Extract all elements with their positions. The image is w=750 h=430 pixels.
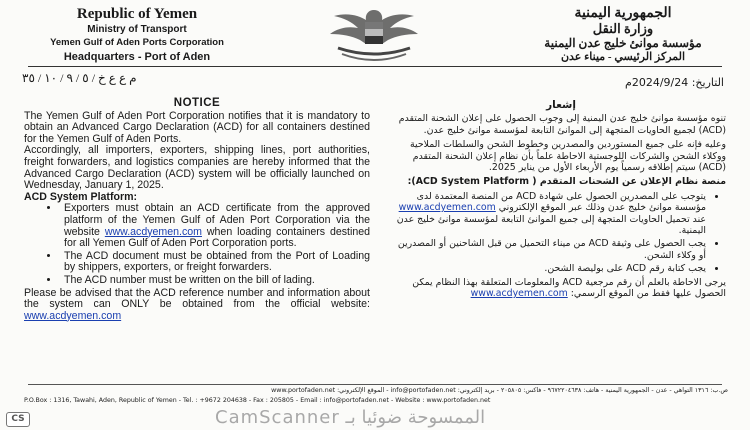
notice-ar-paragraph-1: تنوه مؤسسة موانئ خليج عدن اليمنية إلى وجوب الحصول على إعلان الشحنة المتقدم (ACD) لجميع الحاويات المتجهة إلى الموانئ التابعة لمؤسسة موانئ خليج عدن.: [398, 113, 726, 136]
footer-english: P.O.Box : 1316, Tawahi, Aden, Republic of Yemen - Tel. : +9672 204638 - Fax : 205805 - Email : info@portofaden.net - Website : www.portofaden.net: [24, 397, 491, 404]
notice-ar-title: إشعار: [546, 99, 576, 111]
notice-paragraph-2: Accordingly, all importers, exporters, shipping lines, port authorities, freight forwarders, and logistics companies are hereby informed that the Advanced Cargo Declaration (ACD) system will be officially launched on Wednesday, January 1, 2025.: [24, 144, 370, 192]
bullet-ar-1-text: يتوجب على المصدرين الحصول على شهادة ACD من المنصة المعتمدة لدى مؤسسة موانئ خليج عدن وذلك عبر الموقع الإلكتروني: [416, 190, 706, 214]
header-corporation: Yemen Gulf of Aden Ports Corporation: [50, 37, 224, 48]
header-english: [22, 6, 252, 65]
camscanner-logo-icon: CS: [6, 412, 30, 427]
footer-divider: [28, 384, 722, 385]
list-item: • The ACD number must be written on the bill of lading.: [60, 275, 370, 287]
header-divider: [28, 66, 722, 67]
header-ar-office: المركز الرئيسي - ميناء عدن: [560, 51, 686, 63]
footer-arabic: ص.ب: ١٣١٦ التواهي - عدن - الجمهورية اليمنية - هاتف: ٩٦٧٢٢٠٤٦٣٨ - فاكس: ٢٠٥٨٠٥ - بريد إلكتروني: info@portofaden.net - الموقع الإلكتروني: www.portofaden.net: [271, 387, 728, 394]
header-ministry: Ministry of Transport: [87, 24, 187, 35]
header-ar-corporation: مؤسسة موانئ خليج عدن اليمنية: [544, 36, 702, 50]
list-item: • يجب كتابة رقم ACD على بوليصة الشحن.: [396, 263, 706, 274]
yemen-eagle-emblem-icon: [318, 4, 430, 68]
notice-ar-bullet-list: [396, 191, 726, 275]
header-ar-ministry: وزارة النقل: [592, 21, 654, 36]
list-item: [396, 191, 706, 237]
document-date: التاريخ: 2024/9/24م: [625, 76, 724, 89]
bullet-1-text: Exporters must obtain an ACD certificate from the approved platform of the Yemen Gulf of Aden Port Corporation via the website: [64, 202, 370, 238]
notice-ar-subheading: منصة نظام الإعلان عن الشحنات المتقدم ( ACD System Platform):: [407, 176, 726, 188]
notice-ar-paragraph-2: وعليه فإنه على جميع المستوردين والمصدرين وخطوط الشحن والسلطات الملاحية ووكلاء الشحن والشركات اللوجستية الاحاطة علماً بأن نظام إعلان الشحنة المتقدم (ACD) سيتم إطلاقه رسمياً يوم الأربعاء الأول من يناير 2025.: [409, 139, 726, 174]
header-arabic: [518, 6, 728, 64]
closing-text: Please be advised that the ACD reference number and information about the system can ONLY be obtained from the official website:: [24, 286, 370, 311]
notice-subheading: ACD System Platform:: [24, 190, 138, 203]
camscanner-watermark: الممسوحة ضوئيا بـ CamScanner: [215, 407, 486, 428]
header-country: Republic of Yemen: [76, 6, 198, 22]
notice-ar-closing: [396, 277, 726, 300]
notice-bullet-list: [24, 203, 370, 286]
notice-english: [24, 98, 370, 322]
bullet-ar-1-text-end: عند تحميل الحاويات المتجهة إلى جميع الموانئ التابعة لمؤسسة موانئ خليج عدن اليمنية.: [396, 213, 706, 237]
header-office: Headquarters - Port of Aden: [63, 51, 211, 63]
bullet-1-text-end: when loading containers destined for all Yemen Gulf of Aden Port Corporation ports.: [64, 225, 370, 250]
notice-arabic: [396, 100, 726, 303]
acd-ar-official-link[interactable]: www.acdyemen.com: [470, 288, 568, 300]
acd-official-link[interactable]: www.acdyemen.com: [24, 309, 122, 322]
notice-paragraph-1: The Yemen Gulf of Aden Port Corporation notifies that it is mandatory to obtain an Advanced Cargo Declaration (ACD) for all containers destined for the Yemen Gulf of Aden Ports.: [24, 109, 370, 145]
list-item: [60, 203, 370, 249]
reference-number: م ع ع خ / ٥ / ٩ / ١٠ / ٣٥: [22, 71, 137, 85]
notice-closing: [24, 288, 370, 323]
acd-ar-website-link[interactable]: www.acdyemen.com: [398, 202, 496, 214]
notice-title: NOTICE: [173, 97, 221, 109]
list-item: • The ACD document must be obtained from the Port of Loading by shippers, exporters, or freight forwarders.: [60, 251, 370, 274]
list-item: • يجب الحصول على وثيقة ACD من ميناء التحميل من قبل الشاحنين أو المصدرين أو وكلاء الشحن.: [396, 238, 706, 261]
closing-ar-text: يرجى الاحاطة بالعلم أن رقم مرجعية ACD والمعلومات المتعلقة بهذا النظام يمكن الحصول عليها فقط من الموقع الرسمي:: [412, 276, 726, 300]
header-ar-country: الجمهورية اليمنية: [574, 6, 672, 21]
acd-website-link[interactable]: www.acdyemen.com: [104, 225, 202, 238]
